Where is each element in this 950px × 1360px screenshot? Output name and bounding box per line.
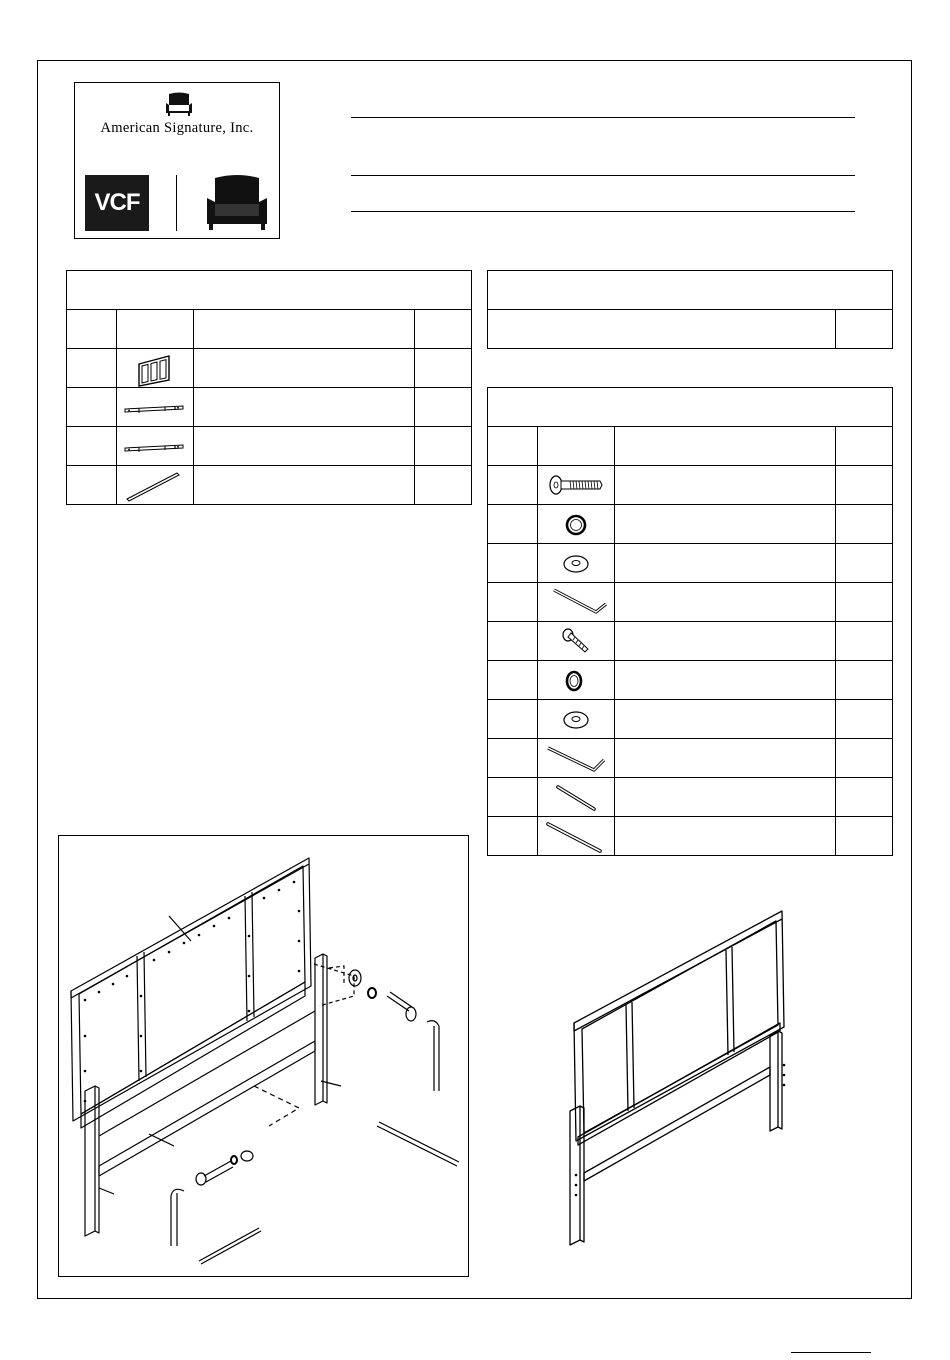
allen-key-icon <box>538 584 614 621</box>
hardware-row <box>488 622 893 661</box>
tools-col-qty <box>836 310 893 349</box>
lock-washer-icon <box>538 506 614 543</box>
tools-table-title <box>488 271 893 310</box>
hardware-row <box>488 583 893 622</box>
hardware-row <box>488 661 893 700</box>
short-rod-icon <box>538 779 614 816</box>
logo-divider <box>176 175 177 231</box>
hardware-table-title <box>488 388 893 427</box>
company-name: American Signature, Inc. <box>100 120 254 136</box>
parts-col-qty <box>415 310 472 349</box>
parts-row <box>67 349 472 388</box>
hardware-row <box>488 544 893 583</box>
side-rail-icon <box>117 389 193 426</box>
tools-table <box>487 270 893 349</box>
flat-washer-icon <box>538 545 614 582</box>
page-number-line <box>791 1352 871 1353</box>
small-chair-icon <box>163 91 195 117</box>
side-rail-icon <box>117 428 193 465</box>
exploded-diagram-drawing <box>59 836 468 1276</box>
tools-col-desc <box>488 310 836 349</box>
rod-icon <box>117 467 193 504</box>
allen-key-icon <box>538 740 614 777</box>
parts-row <box>67 466 472 505</box>
header-line-2 <box>351 175 855 176</box>
parts-table-title <box>67 271 472 310</box>
hardware-row <box>488 778 893 817</box>
header-line-1 <box>351 117 855 118</box>
hardware-row <box>488 700 893 739</box>
parts-table <box>66 270 472 505</box>
lock-washer-icon <box>538 662 614 699</box>
hardware-row <box>488 817 893 856</box>
hardware-col-desc <box>614 427 835 466</box>
parts-row <box>67 388 472 427</box>
hardware-row <box>488 466 893 505</box>
hardware-col-image <box>537 427 614 466</box>
parts-col-desc <box>193 310 414 349</box>
hardware-row <box>488 739 893 778</box>
short-bolt-icon <box>538 623 614 660</box>
hardware-table <box>487 387 893 856</box>
parts-col-no <box>67 310 117 349</box>
parts-col-image <box>116 310 193 349</box>
armchair-icon <box>203 172 271 232</box>
exploded-assembly-diagram <box>58 835 469 1277</box>
company-logo-box <box>74 82 280 239</box>
vcf-logo: VCF <box>85 175 149 231</box>
long-rod-icon <box>538 818 614 855</box>
headboard-panel-icon <box>117 350 193 387</box>
hardware-col-no <box>488 427 538 466</box>
hardware-row <box>488 505 893 544</box>
assembled-headboard-diagram <box>560 905 800 1250</box>
hardware-col-qty <box>836 427 893 466</box>
header-line-3 <box>351 211 855 212</box>
long-bolt-icon <box>538 467 614 504</box>
flat-washer-icon <box>538 701 614 738</box>
parts-row <box>67 427 472 466</box>
